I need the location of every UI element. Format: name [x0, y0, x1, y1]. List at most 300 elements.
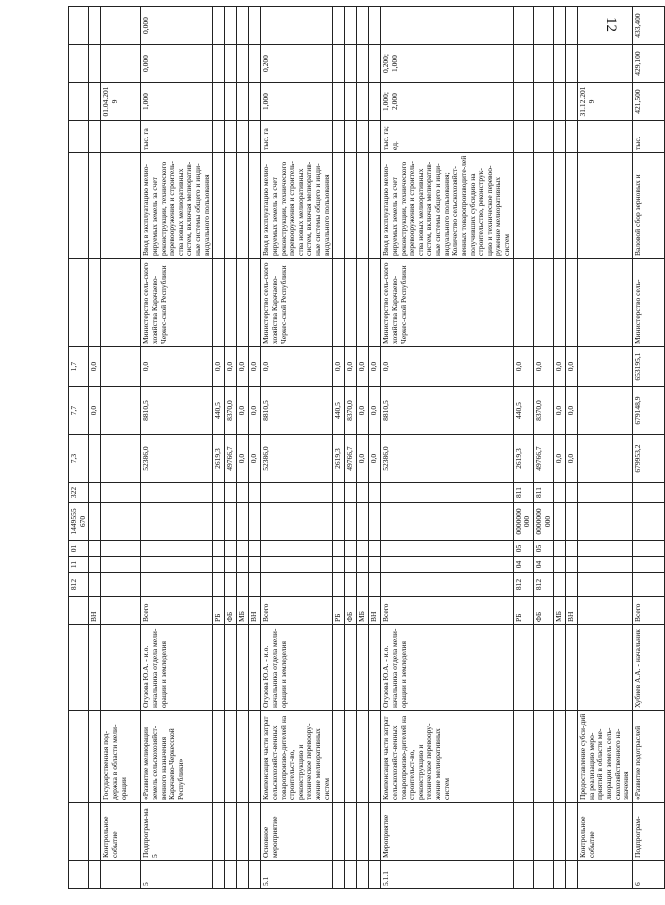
cell-resp: Огузова Ю.А. - и.о. начальника отдела мели-орации и земледелия	[141, 625, 213, 711]
cell-name	[533, 803, 553, 861]
cell-num	[249, 861, 261, 889]
cell-pr	[333, 541, 345, 557]
cell-rz	[225, 557, 237, 573]
cell-num	[101, 861, 141, 889]
cell-unit	[357, 121, 369, 153]
cell-executor	[249, 259, 261, 347]
cell-2019: 0,0	[249, 435, 261, 483]
cell-name: Контрольное событие	[578, 803, 633, 861]
cell-resp	[249, 625, 261, 711]
cell-2020: 0,0	[249, 387, 261, 435]
cell-pr	[237, 541, 249, 557]
cell-resp	[101, 625, 141, 711]
cell-empty	[101, 435, 141, 483]
cell-executor	[554, 259, 566, 347]
cell-budget: МБ	[237, 597, 249, 625]
cell-rz	[554, 557, 566, 573]
cell-rz	[566, 557, 578, 573]
cell-g	[225, 573, 237, 597]
cell-desc	[357, 711, 369, 803]
cell-indicator: Ввод в эксплуатацию мелио-рируемых земель за счет реконструкции, технического перевооружения и строитель-ства новых мелиоративных систем, включая мелиоратив-ные системы общего и инди-видуального пользования	[261, 153, 333, 259]
cell-num	[237, 861, 249, 889]
cell-2019: 679953,2	[632, 435, 664, 483]
cell-empty	[101, 597, 141, 625]
cell-empty	[69, 45, 89, 83]
cell-value-3	[333, 7, 345, 45]
cell-resp	[369, 625, 381, 711]
cell-value-3	[261, 7, 333, 45]
cell-empty	[101, 387, 141, 435]
cell-2020: 679148,9	[632, 387, 664, 435]
cell-name	[69, 803, 89, 861]
cell-executor	[225, 259, 237, 347]
cell-resp	[578, 625, 633, 711]
cell-unit	[533, 121, 553, 153]
table-row	[554, 7, 566, 889]
cell-rz	[632, 557, 664, 573]
cell-empty	[89, 557, 101, 573]
cell-value-1	[566, 83, 578, 121]
cell-2019: 2619,3	[513, 435, 533, 483]
cell-cs: 0000000 000	[513, 503, 533, 541]
cell-2019: 0,0	[357, 435, 369, 483]
cell-budget: ФБ	[533, 597, 553, 625]
table-row	[533, 7, 553, 889]
cell-2021: 0,0	[333, 347, 345, 387]
cell-desc	[213, 711, 225, 803]
cell-value-1: 1,000	[141, 83, 213, 121]
table-row	[357, 7, 369, 889]
cell-empty	[101, 259, 141, 347]
cell-resp	[213, 625, 225, 711]
cell-num	[345, 861, 357, 889]
cell-value-1	[357, 83, 369, 121]
cell-desc	[237, 711, 249, 803]
cell-2021: 0,0	[566, 347, 578, 387]
cell-value-3: 433,400	[632, 7, 664, 45]
cell-vr	[225, 483, 237, 503]
cell-value-3	[249, 7, 261, 45]
cell-cs	[345, 503, 357, 541]
cell-2020: 8370,0	[345, 387, 357, 435]
cell-vr	[357, 483, 369, 503]
cell-desc	[345, 711, 357, 803]
cell-value-2	[345, 45, 357, 83]
cell-pr	[369, 541, 381, 557]
page-number: 12	[603, 17, 619, 32]
cell-2020: 0,0	[554, 387, 566, 435]
cell-budget: МБ	[357, 597, 369, 625]
cell-executor	[369, 259, 381, 347]
cell-empty	[578, 573, 633, 597]
cell-empty	[89, 7, 101, 45]
cell-2021: 0,0	[357, 347, 369, 387]
cell-2019: 0,0	[237, 435, 249, 483]
cell-empty	[89, 503, 101, 541]
cell-vr	[141, 483, 213, 503]
cell-pr	[249, 541, 261, 557]
cell-indicator	[369, 153, 381, 259]
cell-cs	[141, 503, 213, 541]
cell-name: Подпрограм-	[632, 803, 664, 861]
cell-vr	[261, 483, 333, 503]
cell-name	[345, 803, 357, 861]
cell-value-1: 1,000	[261, 83, 333, 121]
cell-cs	[369, 503, 381, 541]
cell-rz: 04	[513, 557, 533, 573]
cell-value-1	[554, 83, 566, 121]
cell-num	[225, 861, 237, 889]
cell-vr	[237, 483, 249, 503]
cell-num	[533, 861, 553, 889]
cell-resp: Хубиев А.А. - начальник	[632, 625, 664, 711]
cell-2020: 8810,5	[381, 387, 513, 435]
cell-budget: РБ	[213, 597, 225, 625]
cell-value-1	[333, 83, 345, 121]
cell-rz	[141, 557, 213, 573]
cell-unit: тыс. га	[141, 121, 213, 153]
cell-empty	[578, 435, 633, 483]
cell-2019: 49766,7	[225, 435, 237, 483]
cell-empty	[69, 259, 89, 347]
cell-value-3	[225, 7, 237, 45]
cell-g	[381, 573, 513, 597]
cell-num	[554, 861, 566, 889]
cell-value-3	[533, 7, 553, 45]
cell-2019: 49766,7	[345, 435, 357, 483]
cell-unit	[345, 121, 357, 153]
cell-executor: Министерство сель-ского хозяйства Карачаево-Черкес-ской Республики	[141, 259, 213, 347]
cell-g	[357, 573, 369, 597]
cell-budget: РБ	[513, 597, 533, 625]
cell-executor	[566, 259, 578, 347]
cell-executor	[213, 259, 225, 347]
cell-value-3	[513, 7, 533, 45]
cell-g	[237, 573, 249, 597]
cell-value-1	[237, 83, 249, 121]
cell-vr: 811	[533, 483, 553, 503]
cell-indicator	[249, 153, 261, 259]
cell-executor	[513, 259, 533, 347]
cell-empty	[578, 7, 633, 45]
cell-empty	[578, 541, 633, 557]
cell-cs	[554, 503, 566, 541]
cell-indicator	[533, 153, 553, 259]
cell-value-2	[369, 45, 381, 83]
cell-cs: 0000000 000	[533, 503, 553, 541]
cell-2019: 7,3	[69, 435, 89, 483]
cell-resp: Огузова Ю.А. - и.о. начальника отдела мели-орации и земледелия	[261, 625, 333, 711]
cell-rz	[345, 557, 357, 573]
cell-desc	[249, 711, 261, 803]
cell-value-2	[513, 45, 533, 83]
cell-control-date: 31.12.2019	[578, 83, 633, 121]
cell-budget: ВН	[89, 597, 101, 625]
cell-vr	[333, 483, 345, 503]
cell-empty	[89, 625, 101, 711]
cell-pr	[345, 541, 357, 557]
cell-desc	[333, 711, 345, 803]
cell-2020: 8370,0	[533, 387, 553, 435]
cell-pr	[357, 541, 369, 557]
cell-budget: ФБ	[345, 597, 357, 625]
cell-cs	[566, 503, 578, 541]
table-row	[369, 7, 381, 889]
cell-2021: 0,0	[89, 347, 101, 387]
cell-value-2	[237, 45, 249, 83]
cell-pr	[141, 541, 213, 557]
cell-2019: 0,0	[369, 435, 381, 483]
cell-indicator	[513, 153, 533, 259]
table-row	[513, 7, 533, 889]
cell-2019: 0,0	[566, 435, 578, 483]
cell-unit	[249, 121, 261, 153]
cell-name: Основное мероприятие	[261, 803, 333, 861]
cell-name	[357, 803, 369, 861]
cell-value-3	[213, 7, 225, 45]
cell-resp	[566, 625, 578, 711]
cell-cs	[249, 503, 261, 541]
cell-value-1	[345, 83, 357, 121]
cell-empty	[89, 45, 101, 83]
cell-empty	[89, 861, 101, 889]
table-row	[225, 7, 237, 889]
cell-g	[261, 573, 333, 597]
cell-unit: тыс. га	[261, 121, 333, 153]
cell-empty	[101, 121, 141, 153]
cell-2019: 52386,0	[141, 435, 213, 483]
cell-2020: 0,0	[369, 387, 381, 435]
cell-g	[249, 573, 261, 597]
cell-resp	[513, 625, 533, 711]
cell-value-1	[225, 83, 237, 121]
cell-2021: 0,0	[381, 347, 513, 387]
cell-indicator: Ввод в эксплуатацию мелио-рируемых земель за счет реконструкции, технического перевооружения и строитель-ства новых мелиоративных систем, включая мелиоратив-ные системы общего и инди-видуального пользования	[141, 153, 213, 259]
cell-indicator	[554, 153, 566, 259]
cell-value-3	[345, 7, 357, 45]
cell-empty	[578, 557, 633, 573]
cell-indicator: Ввод в эксплуатацию мелио-рируемых земель за счет реконструкции, технического перевооружения и строитель-ства новых мелиоративных систем, включая мелиоратив-ные системы общего и инди-видуального пользования; Количество сельскохозяйст-венных товаропроизводите-лей получивших субсидию на строительство, реконструк-цию и техническое перевоо-ружение мелиоративных систем	[381, 153, 513, 259]
cell-cs: 1449555 670	[69, 503, 89, 541]
cell-2020: 8370,0	[225, 387, 237, 435]
cell-resp	[554, 625, 566, 711]
cell-indicator	[566, 153, 578, 259]
cell-value-1	[213, 83, 225, 121]
cell-desc	[369, 711, 381, 803]
cell-g: 812	[533, 573, 553, 597]
cell-vr	[566, 483, 578, 503]
cell-pr: 05	[533, 541, 553, 557]
cell-resp	[69, 625, 89, 711]
cell-cs	[237, 503, 249, 541]
cell-desc: Компенсация части затрат сельскохозяйст-венных товаропроизво-дителей на строительст-во, реконструкцию и техническое перевоору-жение мелиоративных систем	[261, 711, 333, 803]
table-row	[578, 7, 633, 889]
cell-name	[566, 803, 578, 861]
cell-cs	[213, 503, 225, 541]
cell-desc: «Развитие мелиорации земель сельскохозяйст-венного назначения Карачаево-Черкесской Республики»	[141, 711, 213, 803]
cell-desc: «Развитие подотраслей	[632, 711, 664, 803]
cell-value-2	[249, 45, 261, 83]
table-row	[261, 7, 333, 889]
table-row	[566, 7, 578, 889]
table-row	[89, 7, 101, 889]
cell-pr: 05	[513, 541, 533, 557]
cell-indicator: Валовой сбор зерновых и	[632, 153, 664, 259]
cell-vr	[213, 483, 225, 503]
cell-2021: 0,0	[249, 347, 261, 387]
cell-2021: 1,7	[69, 347, 89, 387]
cell-budget: ВН	[566, 597, 578, 625]
cell-g	[369, 573, 381, 597]
cell-value-3	[237, 7, 249, 45]
cell-empty	[101, 45, 141, 83]
cell-value-2: 429,100	[632, 45, 664, 83]
cell-vr	[345, 483, 357, 503]
cell-rz	[333, 557, 345, 573]
cell-executor	[345, 259, 357, 347]
cell-vr: 811	[513, 483, 533, 503]
cell-name	[369, 803, 381, 861]
cell-rz: 11	[69, 557, 89, 573]
cell-pr	[225, 541, 237, 557]
cell-control-date: 01.04.2019	[101, 83, 141, 121]
rotated-table-area	[68, 13, 642, 889]
cell-name	[333, 803, 345, 861]
cell-num: 5.1	[261, 861, 333, 889]
cell-cs	[357, 503, 369, 541]
cell-2021: 0,0	[533, 347, 553, 387]
cell-rz	[213, 557, 225, 573]
cell-budget	[69, 597, 89, 625]
cell-cs	[261, 503, 333, 541]
cell-g	[632, 573, 664, 597]
cell-vr	[249, 483, 261, 503]
cell-unit	[237, 121, 249, 153]
cell-value-1	[513, 83, 533, 121]
cell-empty	[89, 121, 101, 153]
cell-value-2	[333, 45, 345, 83]
cell-name	[213, 803, 225, 861]
cell-name	[249, 803, 261, 861]
cell-empty	[89, 541, 101, 557]
cell-budget: ФБ	[225, 597, 237, 625]
cell-pr: 01	[69, 541, 89, 557]
cell-budget: ВН	[249, 597, 261, 625]
table-row	[101, 7, 141, 889]
cell-value-1	[369, 83, 381, 121]
cell-2021: 0,0	[225, 347, 237, 387]
cell-empty	[101, 153, 141, 259]
table-row	[345, 7, 357, 889]
table-row	[249, 7, 261, 889]
cell-resp	[225, 625, 237, 711]
cell-2021: 653195,1	[632, 347, 664, 387]
cell-pr	[632, 541, 664, 557]
table-row	[69, 7, 89, 889]
cell-indicator	[225, 153, 237, 259]
cell-value-2	[533, 45, 553, 83]
cell-2019: 52386,0	[381, 435, 513, 483]
cell-num: 6	[632, 861, 664, 889]
cell-empty	[89, 259, 101, 347]
cell-rz	[357, 557, 369, 573]
cell-pr	[261, 541, 333, 557]
cell-resp	[357, 625, 369, 711]
cell-empty	[101, 7, 141, 45]
cell-empty	[578, 347, 633, 387]
cell-2021: 0,0	[513, 347, 533, 387]
cell-2021: 0,0	[369, 347, 381, 387]
cell-executor: Министерство сель-ского хозяйства Карачаево-Черкес-ской Республики	[261, 259, 333, 347]
cell-vr: 322	[69, 483, 89, 503]
cell-empty	[89, 803, 101, 861]
cell-empty	[101, 557, 141, 573]
cell-value-3	[566, 7, 578, 45]
cell-budget: Всего	[141, 597, 213, 625]
cell-name	[554, 803, 566, 861]
cell-value-2	[225, 45, 237, 83]
cell-g	[213, 573, 225, 597]
cell-empty	[101, 541, 141, 557]
cell-2020: 0,0	[237, 387, 249, 435]
cell-num	[357, 861, 369, 889]
table-row	[381, 7, 513, 889]
cell-2019: 49766,7	[533, 435, 553, 483]
cell-indicator	[345, 153, 357, 259]
cell-value-3	[381, 7, 513, 45]
cell-vr	[369, 483, 381, 503]
cell-empty	[101, 503, 141, 541]
cell-pr	[566, 541, 578, 557]
cell-name: Мероприятие	[381, 803, 513, 861]
cell-rz	[249, 557, 261, 573]
cell-num	[578, 861, 633, 889]
cell-2021: 0,0	[213, 347, 225, 387]
cell-2021: 0,0	[141, 347, 213, 387]
cell-indicator	[213, 153, 225, 259]
cell-value-2	[566, 45, 578, 83]
cell-value-3	[357, 7, 369, 45]
cell-desc	[225, 711, 237, 803]
cell-executor	[333, 259, 345, 347]
cell-value-1	[533, 83, 553, 121]
cell-2020: 8810,5	[261, 387, 333, 435]
cell-cs	[225, 503, 237, 541]
cell-resp	[237, 625, 249, 711]
cell-num	[69, 861, 89, 889]
cell-name	[237, 803, 249, 861]
cell-2020: 440,5	[333, 387, 345, 435]
cell-empty	[578, 483, 633, 503]
cell-rz	[381, 557, 513, 573]
cell-vr	[381, 483, 513, 503]
cell-resp	[345, 625, 357, 711]
cell-g	[141, 573, 213, 597]
cell-empty	[69, 83, 89, 121]
cell-num	[369, 861, 381, 889]
cell-empty	[101, 483, 141, 503]
table-row	[141, 7, 213, 889]
cell-g	[566, 573, 578, 597]
cell-value-2	[554, 45, 566, 83]
cell-pr	[213, 541, 225, 557]
cell-2021: 0,0	[261, 347, 333, 387]
cell-desc	[533, 711, 553, 803]
cell-value-2: 0,200	[261, 45, 333, 83]
cell-num: 5	[141, 861, 213, 889]
table-row	[333, 7, 345, 889]
cell-2020: 0,0	[357, 387, 369, 435]
